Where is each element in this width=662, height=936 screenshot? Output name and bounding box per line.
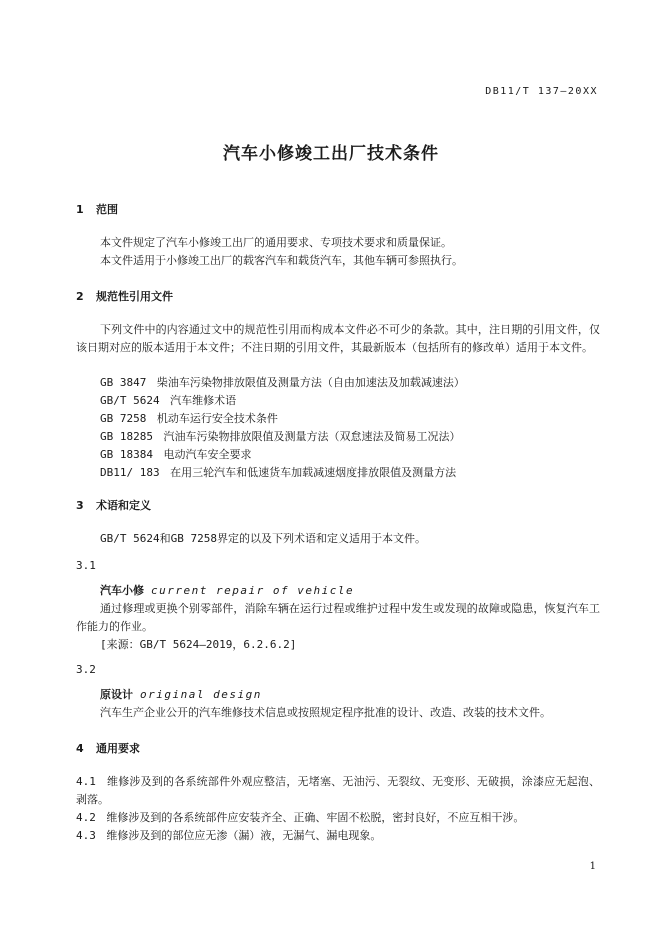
reference-code: GB 7258 <box>100 412 147 425</box>
term-chinese: 原设计 <box>100 688 133 701</box>
section-title: 术语和定义 <box>96 499 151 512</box>
section-2-heading <box>76 288 173 304</box>
paragraph: 本文件适用于小修竣工出厂的载客汽车和载货汽车，其他车辆可参照执行。 <box>100 254 463 267</box>
paragraph <box>100 530 426 548</box>
reference-title: 柴油车污染物排放限值及测量方法（自由加速法及加载减速法） <box>156 376 465 389</box>
requirement-item <box>76 827 381 845</box>
section-number: 2 <box>76 290 84 303</box>
term-chinese: 汽车小修 <box>100 584 144 597</box>
reference-item <box>100 410 278 428</box>
section-number: 3 <box>76 499 84 512</box>
section-title: 通用要求 <box>96 742 140 755</box>
section-3-heading <box>76 497 151 513</box>
item-text: 维修涉及到的各系统部件应安装齐全、正确、牢固不松脱，密封良好，不应互相干涉。 <box>106 811 525 824</box>
paragraph: 本文件规定了汽车小修竣工出厂的通用要求、专项技术要求和质量保证。 <box>100 236 452 249</box>
term-heading <box>100 686 262 704</box>
paragraph-text: 界定的以及下列术语和定义适用于本文件。 <box>216 532 426 545</box>
item-text: 维修涉及到的部位应无渗（漏）液，无漏气、漏电现象。 <box>106 829 382 842</box>
reference-title: 汽车维修术语 <box>170 394 237 407</box>
term-source: [来源：GB/T 5624—2019，6.2.6.2] <box>100 638 297 651</box>
reference-title: 电动汽车安全要求 <box>163 448 252 461</box>
item-number: 4.3 <box>76 829 96 842</box>
reference-item <box>100 392 236 410</box>
term-number: 3.1 <box>76 559 96 572</box>
requirement-item <box>76 773 600 809</box>
section-title: 范围 <box>96 203 118 216</box>
section-title: 规范性引用文件 <box>96 290 173 303</box>
document-code: DB11/T 137—20XX <box>485 86 598 97</box>
term-definition: 汽车生产企业公开的汽车维修技术信息或按照规定程序批准的设计、改造、改装的技术文件。 <box>100 706 551 719</box>
reference-code: GB/T 5624 <box>100 394 160 407</box>
term-number: 3.2 <box>76 663 96 676</box>
section-number: 4 <box>76 742 84 755</box>
item-number: 4.2 <box>76 811 96 824</box>
requirement-item <box>76 809 524 827</box>
section-number: 1 <box>76 203 84 216</box>
term-english: current repair of vehicle <box>151 584 355 597</box>
section-1-heading <box>76 201 118 217</box>
reference-title: 在用三轮汽车和低速货车加载减速烟度排放限值及测量方法 <box>170 466 457 479</box>
section-4-heading <box>76 740 140 756</box>
term-definition: 通过修理或更换个别零部件，消除车辆在运行过程或维护过程中发生或发现的故障或隐患，恢复汽车工作能力的作业。 <box>76 602 600 633</box>
reference-item <box>100 428 460 446</box>
reference-item <box>100 374 465 392</box>
reference-title: 机动车运行安全技术条件 <box>156 412 278 425</box>
reference-code: GB 18285 <box>100 430 153 443</box>
reference-item <box>100 446 251 464</box>
item-number: 4.1 <box>76 775 96 788</box>
reference-code: GB 18384 <box>100 448 153 461</box>
term-english: original design <box>140 688 262 701</box>
reference-code: GB 3847 <box>100 376 147 389</box>
reference-title: 汽油车污染物排放限值及测量方法（双怠速法及简易工况法） <box>163 430 461 443</box>
term-heading <box>100 582 354 600</box>
reference-item <box>100 464 456 482</box>
reference-codes: GB/T 5624和GB 7258 <box>100 532 217 545</box>
reference-code: DB11/ 183 <box>100 466 160 479</box>
item-text: 维修涉及到的各系统部件外观应整洁，无堵塞、无油污、无裂纹、无变形、无破损，涂漆应无起泡、剥落。 <box>76 775 600 806</box>
page-number: 1 <box>589 861 596 872</box>
paragraph: 下列文件中的内容通过文中的规范性引用而构成本文件必不可少的条款。其中，注日期的引用文件，仅该日期对应的版本适用于本文件；不注日期的引用文件，其最新版本（包括所有的修改单）适用于本文件。 <box>76 323 600 354</box>
page-title: 汽车小修竣工出厂技术条件 <box>223 144 439 164</box>
